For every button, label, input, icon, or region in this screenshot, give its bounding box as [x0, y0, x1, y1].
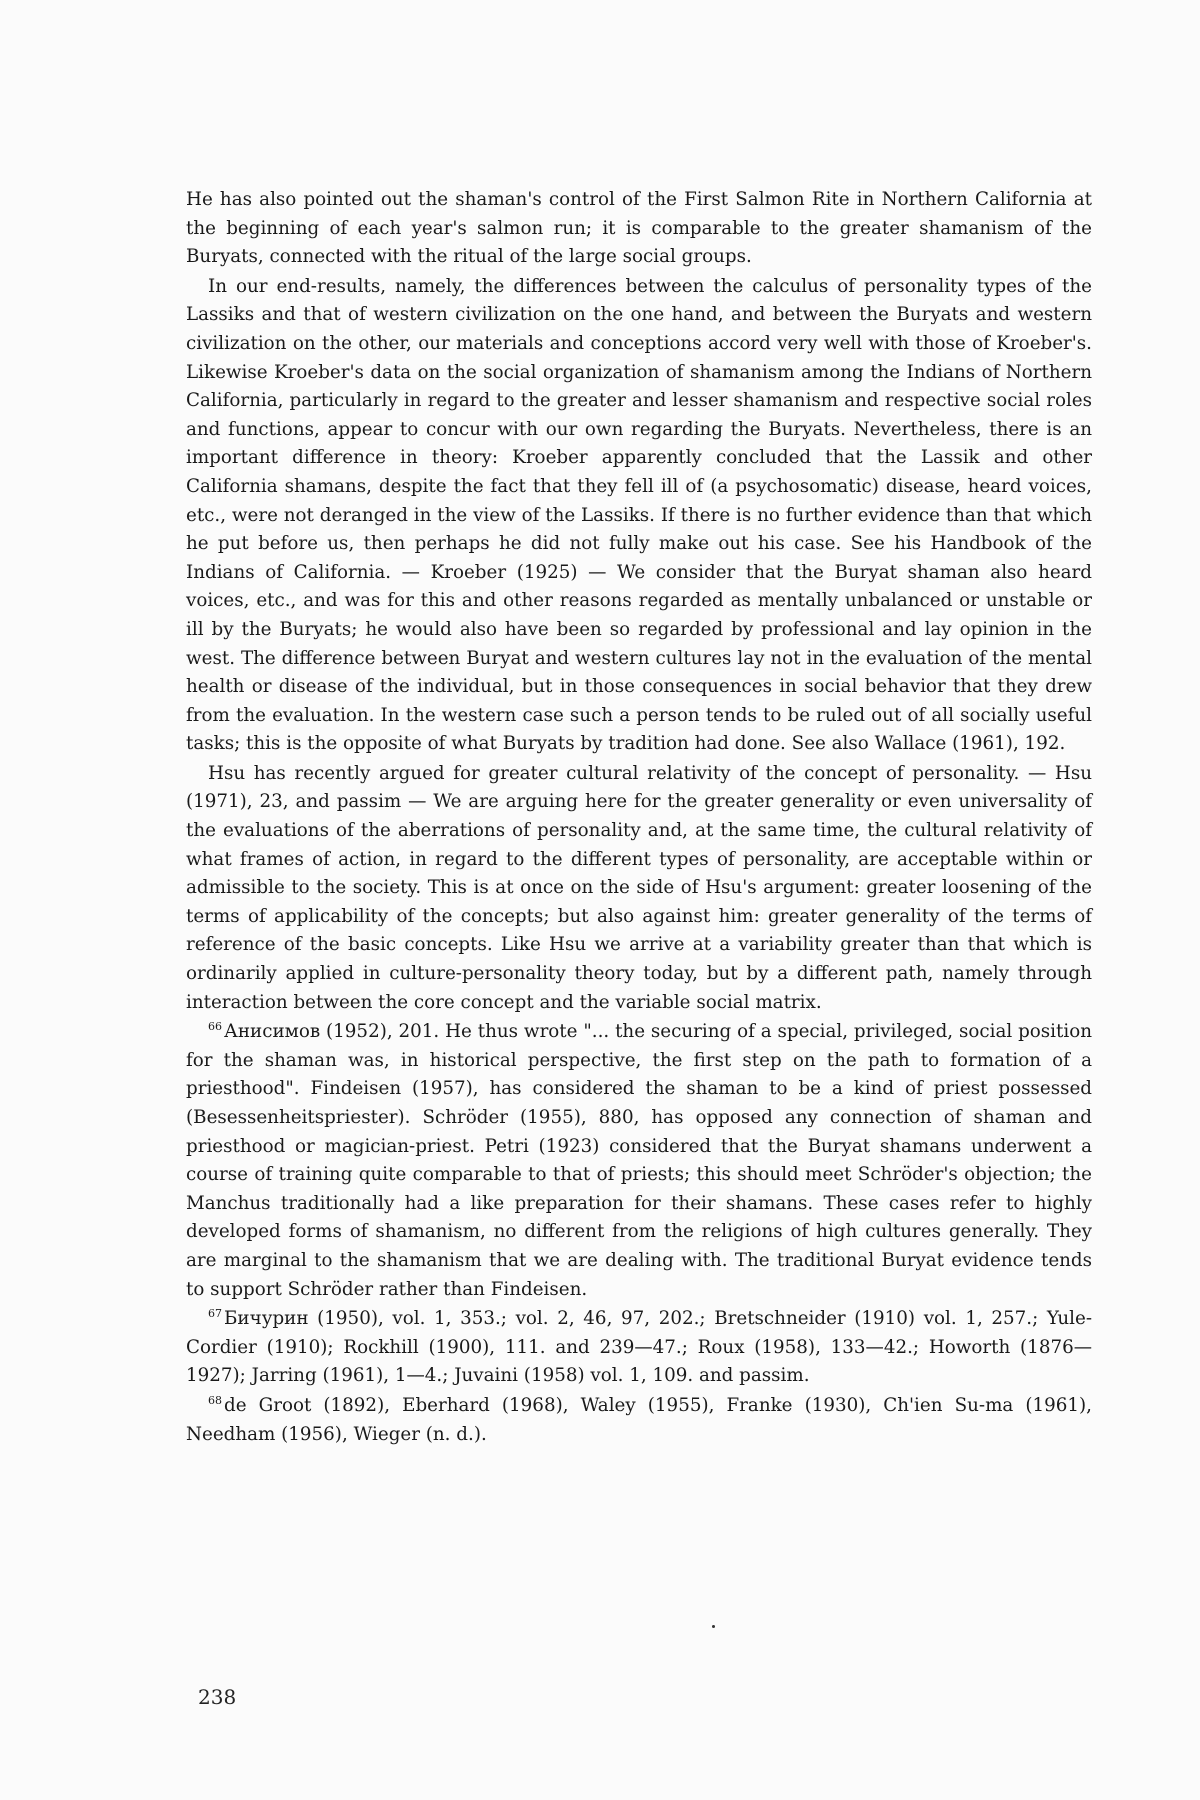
footnote-68	[186, 1392, 1092, 1449]
footnote-text: Анисимов (1952), 201. He thus wrote "... the securing of a special, privileged, social position for the shaman was, in historical perspective, the first step on the path to formation of a priesthood". Findeisen (1957), has considered the shaman to be a kind of priest possessed (Besessenheitspriester). Schröder (1955), 880, has opposed any connection of shaman and priesthood or magician-priest. Petri (1923) considered that the Buryat shamans underwent a course of training quite comparable to that of priests; this should meet Schröder's objection; the Manchus traditionally had a like preparation for their shamans. These cases refer to highly developed forms of shamanism, no different from the religions of high cultures generally. They are marginal to the shamanism that we are dealing with. The traditional Buryat evidence tends to support Schröder rather than Findeisen.	[186, 1021, 1092, 1300]
footnote-67	[186, 1305, 1092, 1391]
paragraph-3: Hsu has recently argued for greater cultural relativity of the concept of personality. — Hsu (1971), 23, and passim — We are arguing here for the greater generality or even universality of the evaluations of the aberrations of personality and, at the same time, the cultural relativity of what frames of action, in regard to the different types of personality, are acceptable within or admissible to the society. This is at once on the side of Hsu's argument: greater loosening of the terms of applicability of the concepts; but also against him: greater generality of the terms of reference of the basic concepts. Like Hsu we arrive at a variability greater than that which is ordinarily applied in culture-personality theory today, but by a different path, namely through interaction between the core concept and the variable social matrix.	[186, 762, 1092, 1013]
footnote-text: Бичурин (1950), vol. 1, 353.; vol. 2, 46, 97, 202.; Bretschneider (1910) vol. 1, 257.; Yule-Cordier (1910); Rockhill (1900), 111. and 239—47.; Roux (1958), 133—42.; Howorth (1876—1927); Jarring (1961), 1—4.; Juvaini (1958) vol. 1, 109. and passim.	[186, 1308, 1092, 1387]
page-body	[186, 186, 1092, 1449]
stray-mark	[712, 1625, 715, 1628]
paragraph-1: He has also pointed out the shaman's control of the First Salmon Rite in Northern California at the beginning of each year's salmon run; it is comparable to the greater shamanism of the Buryats, connected with the ritual of the large social groups.	[186, 189, 1092, 268]
footnote-66	[186, 1018, 1092, 1304]
footnote-number: 66	[208, 1020, 222, 1034]
page-number: 238	[198, 1685, 237, 1709]
paragraph-2: In our end-results, namely, the differences between the calculus of personality types of the Lassiks and that of western civilization on the one hand, and between the Buryats and western civilization on the other, our materials and conceptions accord very well with those of Kroeber's. Likewise Kroeber's data on the social organization of shamanism among the Indians of Northern California, particularly in regard to the greater and lesser shamanism and respective social roles and functions, appear to concur with our own regarding the Buryats. Nevertheless, there is an important difference in theory: Kroeber apparently concluded that the Lassik and other California shamans, despite the fact that they fell ill of (a psychosomatic) disease, heard voices, etc., were not deranged in the view of the Lassiks. If there is no further evidence than that which he put before us, then perhaps he did not fully make out his case. See his Handbook of the Indians of California. — Kroeber (1925) — We consider that the Buryat shaman also heard voices, etc., and was for this and other reasons regarded as mentally unbalanced or unstable or ill by the Buryats; he would also have been so regarded by professional and lay opinion in the west. The difference between Buryat and western cultures lay not in the evaluation of the mental health or disease of the individual, but in those consequences in social behavior that they drew from the evaluation. In the western case such a person tends to be ruled out of all socially useful tasks; this is the opposite of what Buryats by tradition had done. See also Wallace (1961), 192.	[186, 275, 1092, 755]
footnote-text: de Groot (1892), Eberhard (1968), Waley (1955), Franke (1930), Ch'ien Su-ma (1961), Needham (1956), Wieger (n. d.).	[186, 1394, 1092, 1445]
footnote-number: 67	[208, 1307, 222, 1321]
footnote-number: 68	[208, 1393, 222, 1407]
